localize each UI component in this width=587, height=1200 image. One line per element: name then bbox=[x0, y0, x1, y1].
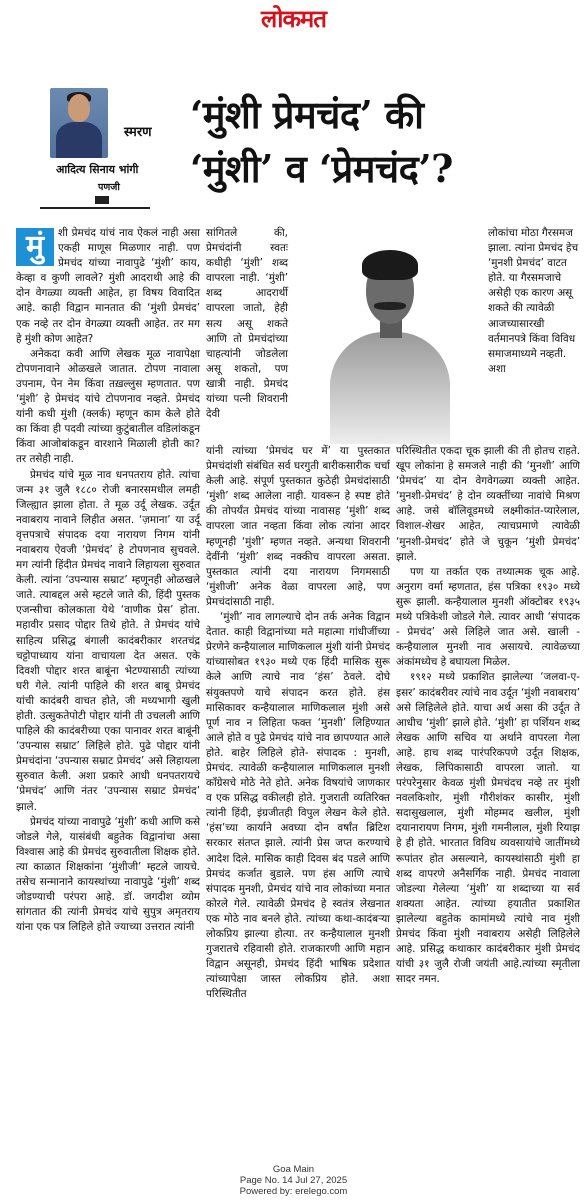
page-footer bbox=[0, 1164, 587, 1197]
author-photo bbox=[50, 88, 108, 158]
drop-cap: मुं bbox=[16, 228, 54, 266]
headline-line-1: ‘मुंशी प्रेमचंद’ की bbox=[190, 92, 424, 137]
lokmat-logo: लोकमत bbox=[261, 5, 326, 33]
byline-divider bbox=[40, 207, 150, 209]
page-number-date: Page No. 14 Jul 27, 2025 bbox=[239, 1175, 348, 1186]
author-name: आदित्य सिनाय भांगी bbox=[56, 163, 139, 176]
headline bbox=[190, 88, 580, 196]
article-paragraph: ‘मुंशी’ नाव लागल्याचे दोन तर्क अनेक विद्वान देतात. काही विद्वानांच्या मते महात्मा गांधीजींच्या प्रेरणेने कन्हैयालाल माणिकलाल मुंशी यांनी प्रेमचंद यांच्यासोबत १९३० मध्ये एक हिंदी मासिक सुरू केले आणि त्याचे नाव ‘हंस’ ठेवले. दोघे संयुक्तपणे याचे संपादन करत होते. हंस मासिकावर कन्हैयालाल माणिकलाल मुंशी असे पूर्ण नाव न लिहिता फक्त ‘मुनशी’ लिहिण्यात आले होते व पुढे प्रेमचंद यांचे नाव छापण्यात आले होते. बाहेर लिहिले होते- संपादक : मुनशी, प्रेमचंद. त्यावेळी कन्हैयालाल माणिकलाल मुनशी काँग्रेसचे मोठे नेते होते. अनेक विषयांचे जाणकार व एक प्रसिद्ध वकीलही होते. गुजराती व्यतिरिक्त त्यांनी हिंदी, इंग्रजीतही विपुल लेखन केले होते. ‘हंस’च्या कार्याने अवघ्या दोन वर्षांत ब्रिटिश सरकार संतप्त झाले. त्यांनी प्रेस जप्त करण्याचे आदेश दिले. मासिक काही दिवस बंद पडले आणि प्रेमचंद कर्जात बुडाले. पण हंस आणि त्याचे संपादक मुनशी, प्रेमचंद यांचे नाव लोकांच्या मनात कोरले गेले. त्यावेळी प्रेमचंद हे स्वतंत्र लेखनात एक मोठे नाव बनले होते. त्यांच्या कथा-कादंबऱ्या लोकप्रिय झाल्या होत्या. तर कन्हैयालाल मुनशी गुजरातचे रहिवासी होते. राजकारणी आणि महान विद्वान असूनही, प्रेमचंद हिंदी भाषिक प्रदेशात त्यांच्यापेक्षा जास्त लोकप्रिय होते. अशा परिस्थितीत bbox=[206, 611, 390, 1001]
edition-label: Goa Main bbox=[272, 1164, 315, 1175]
author-place: पणजी bbox=[98, 182, 120, 193]
quote-mark-icon bbox=[95, 196, 109, 204]
article-paragraph: अनेकदा कवी आणि लेखक मूळ नावापेक्षा टोपणनावाने ओळखले जातात. टोपण नावाला उपनाम, पेन नेम किंवा तख़ल्लुस म्हणतात. पण ‘मुंशी’ हे प्रेमचंद यांचे टोपणनाव नव्हते. प्रेमचंद यांनी कधी मुंशी (क्लर्क) म्हणून काम केले होते का किंवा ही पदवी त्यांच्या कुटुंबातील वडिलांकडून किंवा आजोबांकडून वारशाने मिळाली होती का? तर तसेही नाही. bbox=[16, 347, 200, 466]
powered-by: Powered by: erelego.com bbox=[239, 1186, 348, 1197]
masthead bbox=[0, 2, 587, 36]
article-column-3-top bbox=[488, 226, 580, 377]
article-column-2-main bbox=[206, 444, 390, 1002]
article-column-1 bbox=[16, 226, 200, 935]
article-paragraph: सांगितले की, प्रेमचंदांनी स्वतः कधीही ‘मुंशी’ शब्द वापरला नाही. ‘मुंशी’ शब्द आदरार्थी वापरला जातो, हेही सत्य असू शकते आणि तो प्रेमचंदांच्या चाहत्यांनी जोडलेला असू शकतो, पण खात्री नाही. प्रेमचंद यांच्या पत्नी शिवरानी देवी bbox=[206, 227, 288, 421]
article-column-3-main bbox=[396, 444, 580, 987]
article-paragraph: १९१२ मध्ये प्रकाशित झालेल्या ‘जलवा-ए-इसर’ कादंबरीवर त्यांचे नाव उर्दूत ‘मुंशी नवाबराय’ असे लिहिलेले होते. याचा अर्थ असा की उर्दूत ते आधीच ‘मुंशी’ झाले होते. ‘मुंशी’ हा पर्शियन शब्द लेखक आणि सचिव या अर्थाने वापरला गेला आहे. हाच शब्द पारंपरिकपणे उर्दूत शिक्षक, लेखक, लिपिकासाठी वापरला जातो. या परंपरेनुसार केवळ मुंशी प्रेमचंदच नव्हे तर मुंशी नवलकिशोर, मुंशी गौरीशंकर कासीर, मुंशी सदासुखलाल, मुंशी मोहम्मद खलील, मुंशी दयानारायण निगम, मुंशी गमनीलाल, मुंशी रियाझ हे ही होते. भारतात विविध व्यवसायांचे जातींमध्ये रूपांतर होत असल्याने, कायस्थांसाठी मुंशी हा शब्द वापरणे अनैसर्गिक नाही. प्रेमचंद नावाला जोडल्या गेलेल्या ‘मुंशी’ या शब्दाच्या या सर्व शक्यता आहेत. त्यांच्या हयातीत प्रकाशित झालेल्या बहुतेक कामांमध्ये त्यांचे नाव मुंशी प्रेमचंद किंवा मुंशी नवाबराय असेही लिहिलेले आहे. प्रसिद्ध कथाकार कादंबरीकार मुंशी प्रेमचंद यांची ३१ जुलै रोजी जयंती आहे.त्यांच्या स्मृतीला सादर नमन. bbox=[396, 671, 580, 986]
premchand-portrait bbox=[296, 226, 474, 444]
article-paragraph: प्रेमचंद यांच्या नावापुढे ‘मुंशी’ कधी आणि कसे जोडले गेले, यासंबंधी बहुतेक विद्वानांचा असा विश्वास आहे की प्रेमचंद सुरुवातीला शिक्षक होते. त्या काळात शिक्षकांना ‘मुंशीजी’ म्हटले जायचे. तसेच सन्मानाने कायस्थांच्या नावापुढे ‘मुंशी’ शब्द जोडण्याची परंपरा आहे. डॉ. जगदीश व्योम सांगतात की त्यांनी प्रेमचंद यांचे सुपुत्र अमृतराय यांना एक पत्र लिहिले होते ज्याच्या उत्तरात त्यांनी bbox=[16, 815, 200, 934]
headline-line-2: ‘मुंशी’ व ‘प्रेमचंद’? bbox=[190, 146, 453, 191]
article-paragraph: मुं शी प्रेमचंद यांचं नाव ऐकलं नाही असा एकही माणूस मिळणार नाही. पण प्रेमचंद यांच्या नावापुढे ‘मुंशी’ काय, केव्हा व कुणी लावले? मुंशी आदराथी आहे की दोन वेगळ्या व्यक्ती आहेत, हा विषय विवादित आहे. काही विद्वान मानतात की ‘मुंशी प्रेमचंद’ एक नव्हे तर दोन वेगळ्या व्यक्ती आहेत. तर मग हे मुंशी कोण आहेत? bbox=[16, 227, 200, 345]
article-paragraph: पण या तर्कात एक तथ्यात्मक चूक आहे. अनुराग वर्मा म्हणतात, हंस पत्रिका १९३० मध्ये सुरू झाली. कन्हैयालाल मुनशी ऑक्टोबर १९३५ मध्ये पत्रिकेशी जोडले गेले. त्यावर आधी ‘संपादक - प्रेमचंद’ असे लिहिले जात असे. खाली - कन्हैयालाल मुनशी नाव असायचे. त्यावेळच्या अंकांमध्येच हे बघायला मिळेल. bbox=[396, 565, 580, 669]
article-paragraph: यांनी त्यांच्या ‘प्रेमचंद घर में’ या पुस्तकात प्रेमचंदांशी संबंधित सर्व घरगुती बारीकसारीक चर्चा केली आहे. संपूर्ण पुस्तकात कुठेही प्रेमचंदांसाठी ‘मुंशी’ शब्द आलेला नाही. यावरून हे स्पष्ट होते की तोपर्यंत प्रेमचंद यांच्या नावासह ‘मुंशी’ शब्द वापरला जात नव्हता किंवा लोक त्यांना आदर म्हणूनही ‘मुंशी’ म्हणत नव्हते. अन्यथा शिवरानी देवींनी ‘मुंशी’ शब्द नक्कीच वापरला असता. पुस्तकात त्यांनी दया नारायण निगमसाठी ‘मुंशीजी’ अनेक वेळा वापरला आहे, पण प्रेमचंदांसाठी नाही. bbox=[206, 445, 390, 608]
article-column-2-top bbox=[206, 226, 288, 422]
article-paragraph: परिस्थितीत एकदा चूक झाली की ती होतच राहते. खूप लोकांना हे समजले नाही की ‘मुनशी’ आणि ‘प्रेमचंद’ या दोन वेगवेगळ्या व्यक्ती आहेत. ‘मुनशी-प्रेमचंद’ हे दोन व्यक्तींच्या नावांचे मिश्रण आहे. जसे बॉलिवूडमध्ये लक्ष्मीकांत-प्यारेलाल, विशाल-शेखर आहेत, त्याचप्रमाणे त्यावेळी ‘मुनशी-प्रेमचंद’ होते जे चुकून ‘मुंशी प्रेमचंद’ झाले. bbox=[396, 445, 580, 563]
section-label: स्मरण bbox=[124, 125, 152, 140]
article-paragraph: प्रेमचंद यांचे मूळ नाव धनपतराय होते. त्यांचा जन्म ३१ जुलै १८८० रोजी बनारसमधील लमही जिल्ह्यात झाला होता. ते मूळ उर्दू लेखक. उर्दूत नवाबराय नावाने लिहीत असत. ‘ज़माना’ या उर्दू वृत्तपत्राचे संपादक दया नारायण निगम यांनी नवाबराय ऐवजी ‘प्रेमचंद’ हे टोपणनाव सुचवले. मग त्यांनी हिंदीत प्रेमचंद नावाने लिहायला सुरुवात केली. त्यांना ‘उपन्यास सम्राट’ म्हणूनही ओळखले जाते. त्याबद्दल असे म्हटले जाते की, हिंदी पुस्तक एजन्सीचा कोलकाता येथे ‘वाणीक प्रेस’ होता. महावीर प्रसाद पोद्दार तिथे होते. ते प्रेमचंद यांचे साहित्य प्रसिद्ध बंगाली कादंबरीकार शरतचंद्र चट्टोपाध्याय यांना वाचायला देत असत. एके दिवशी पोद्दार शरत बाबूंना भेटण्यासाठी त्यांच्या घरी गेले. त्यांनी पाहिले की शरत बाबू प्रेमचंद यांची कादंबरी वाचत होते, जी मध्यभागी खुली होती. उत्सुकतेपोटी पोद्दार यांनी ती उचलली आणि पाहिले की कादंबरीच्या एका पानावर शरत बाबूंनी ‘उपन्यास सम्राट’ लिहिले होते. पुढे पोद्दार यांनी प्रेमचंदांना ‘उपन्यास सम्राट प्रेमचंद’ असे लिहायला सुरुवात केली. अशा प्रकारे आधी धनपतरायचे ‘प्रेमचंद’ आणि नंतर ‘उपन्यास सम्राट प्रेमचंद’ झाले. bbox=[16, 468, 200, 813]
article-paragraph: लोकांचा मोठा गैरसमज झाला. त्यांना प्रेमचंद हेच ‘मुनशी प्रेमचंद’ वाटत होते. या गैरसमजाचे असेही एक कारण असू शकते की त्यावेळी आजच्यासारखी वर्तमानपत्रे किंवा विविध समाजमाध्यमे नव्हती. अशा bbox=[488, 227, 579, 375]
